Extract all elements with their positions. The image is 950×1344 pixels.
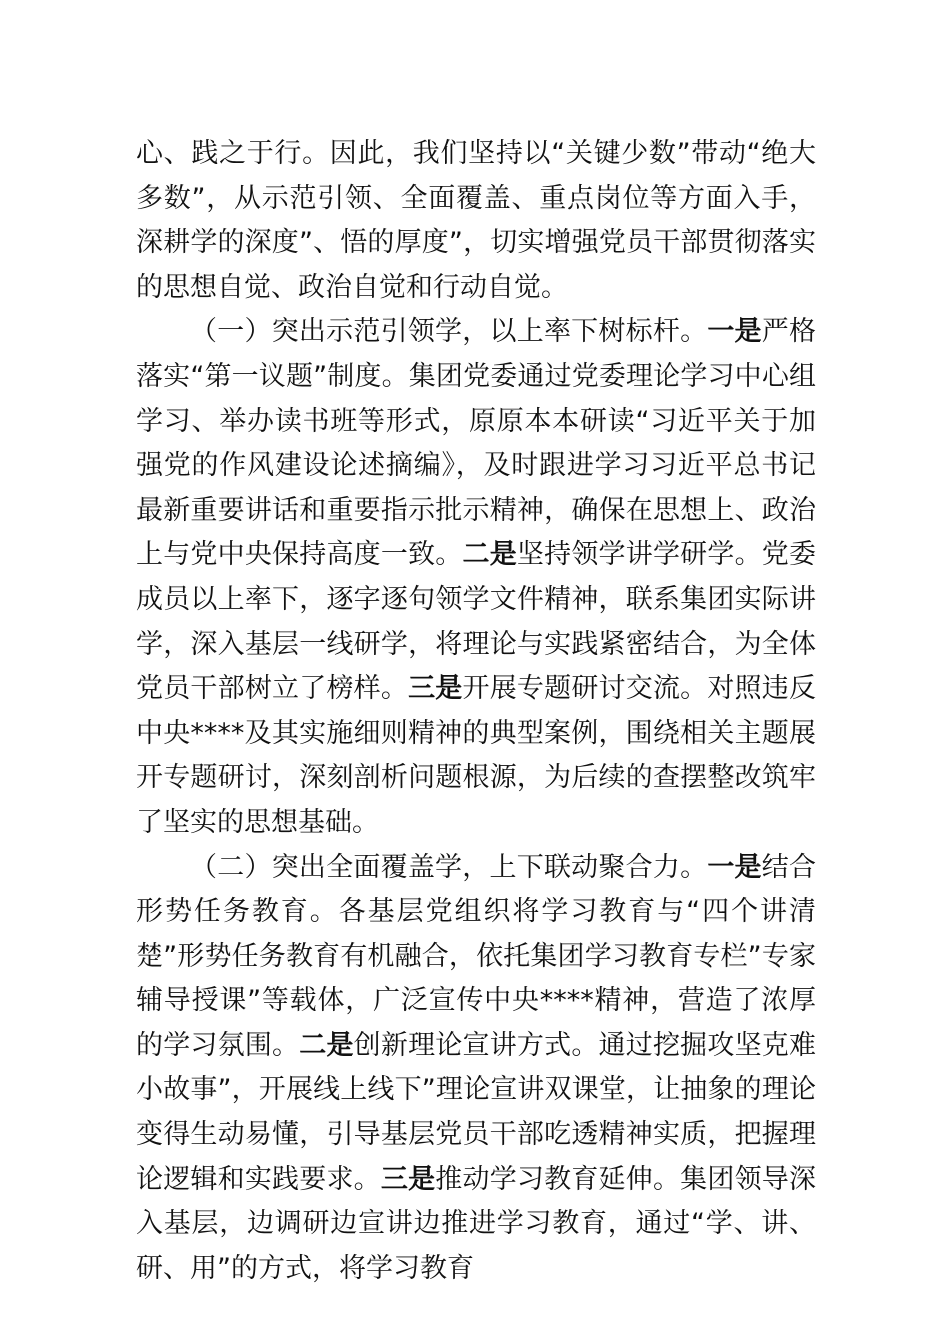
paragraph-intro bbox=[136, 132, 816, 310]
section-2-marker-2: 二是 bbox=[299, 1029, 354, 1061]
section-2-text-2: 创新理论宣讲方式。通过挖掘攻坚克难小故事”，开展线上线下”理论宣讲双课堂，让抽象的理论变得生动易懂，引导基层党员干部吃透精神实质，把握理论逻辑和实践要求。 bbox=[136, 1029, 817, 1195]
document-body bbox=[136, 132, 816, 1291]
section-1-text-1: 严格落实“第一议题”制度。集团党委通过党委理论学习中心组学习、举办读书班等形式，原原本本研读“习近平关于加强党的作风建设论述摘编》，及时跟进学习习近平总书记最新重要讲话和重要指示批示精神，确保在思想上、政治上与党中央保持高度一致。 bbox=[136, 316, 817, 571]
section-2-text-1: 结合形势任务教育。各基层党组织将学习教育与“四个讲清楚”形势任务教育有机融合，依托集团学习教育专栏”专家辅导授课”等载体，广泛宣传中央****精神，营造了浓厚的学习氛围。 bbox=[136, 851, 817, 1061]
section-2-text-3: 推动学习教育延伸。集团领导深入基层，边调研边宣讲边推进学习教育，通过“学、讲、研、用”的方式，将学习教育 bbox=[136, 1163, 817, 1284]
paragraph-section-1 bbox=[136, 310, 816, 845]
section-2-marker-3: 三是 bbox=[380, 1163, 436, 1195]
section-1-marker-2: 二是 bbox=[462, 539, 517, 571]
section-1-marker-1: 一是 bbox=[707, 316, 762, 348]
section-1-text-2: 坚持领学讲学研学。党委成员以上率下，逐字逐句领学文件精神，联系集团实际讲学，深入基层一线研学，将理论与实践紧密结合，为全体党员干部树立了榜样。 bbox=[136, 539, 817, 705]
section-1-text-3: 开展专题研讨交流。对照违反中央****及其实施细则精神的典型案例，围绕相关主题展开专题研讨，深刻剖析问题根源，为后续的查摆整改筑牢了坚实的思想基础。 bbox=[136, 673, 817, 838]
section-2-marker-1: 一是 bbox=[707, 851, 762, 883]
section-1-heading: （一）突出示范引领学，以上率下树标杆。 bbox=[190, 316, 708, 348]
paragraph-section-2 bbox=[136, 846, 816, 1292]
section-2-heading: （二）突出全面覆盖学，上下联动聚合力。 bbox=[190, 851, 708, 883]
section-1-marker-3: 三是 bbox=[408, 673, 463, 705]
paragraph-intro-text: 心、践之于行。因此，我们坚持以“关键少数”带动“绝大多数”，从示范引领、全面覆盖、重点岗位等方面入手，深耕学的深度”、悟的厚度”，切实增强党员干部贯彻落实的思想自觉、政治自觉和行动自觉。 bbox=[136, 138, 816, 303]
